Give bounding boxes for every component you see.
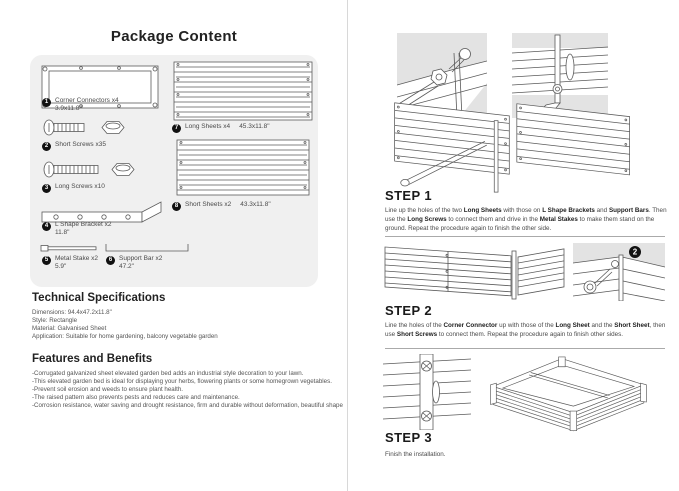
step2-title: STEP 2 (385, 303, 432, 318)
item-size: 5.9" (55, 263, 67, 270)
item-number-badge: 4 (42, 222, 51, 231)
item-label: Metal Stake x2 (55, 255, 98, 262)
technical-specifications-section (32, 292, 218, 341)
spec-line: Dimensions: 94.4x47.2x11.8" (32, 309, 112, 316)
item-size: 11.8" (55, 229, 70, 236)
feature-line: -This elevated garden bed is ideal for displaying your herbs, flowering plants or some homegrown vegetables. (32, 378, 332, 385)
pkg-item-long-sheets (172, 123, 270, 133)
pkg-item-support-bar (106, 255, 162, 271)
pkg-item-long-screws (42, 183, 105, 193)
section-heading: Technical Specifications (32, 292, 166, 304)
short-sheets-illustration (175, 139, 311, 197)
item-number-badge: 2 (42, 142, 51, 151)
page-title: Package Content (110, 28, 238, 45)
step2-main-illustration (383, 243, 568, 301)
feature-line: -Corrugated galvanized sheet elevated garden bed adds an industrial style decoration to your lawn. (32, 370, 304, 377)
pkg-item-l-shape-bracket (42, 221, 112, 237)
step1-text: Line up the holes of the two Long Sheets with those on L Shape Brackets and Support Bars. Then use the Long Screws to connect them and drive in the Metal Stakes to make them stand on the ground. Repeat the procedure again to finish the other side. (385, 207, 667, 232)
support-bar-icon (104, 243, 190, 253)
item-label: Long Screws x10 (55, 183, 105, 190)
item-size: 3.9x11.8" (55, 105, 82, 112)
item-number-badge: 8 (172, 202, 181, 211)
pkg-item-metal-stake (42, 255, 98, 271)
item-size: 45.3x11.8" (239, 123, 270, 130)
spec-line: Style: Rectangle (32, 317, 78, 324)
item-label: L Shape Bracket x2 (55, 221, 112, 228)
column-divider (347, 0, 348, 491)
step2-corner-detail-illustration (573, 243, 665, 301)
step2-text: Line the holes of the Corner Connector up with those of the Long Sheet and the Short Sheet, then use Short Screws to connect them. Repeat the procedure again to finish other sides. (385, 322, 666, 338)
step3-assembled-bed-illustration (468, 352, 673, 434)
step3-text: Finish the installation. (385, 451, 446, 458)
features-benefits-section (32, 353, 343, 410)
item-number-badge: 5 (42, 256, 51, 265)
long-screw-icon (42, 160, 162, 179)
feature-line: -The raised pattern also prevents pests and reduces care and maintenance. (32, 394, 240, 401)
pkg-item-short-sheets (172, 201, 271, 211)
step3-connector-detail-illustration (383, 354, 471, 430)
pkg-item-short-screws (42, 141, 106, 151)
item-label: Long Sheets x4 (185, 123, 231, 130)
step2-marker-badge (629, 246, 641, 258)
item-size: 43.3x11.8" (240, 201, 271, 208)
pkg-item-corner-connectors (42, 97, 119, 113)
feature-line: -Corrosion resistance, water saving and drought resistance, firm and durable without deformation, beautiful shape (32, 402, 343, 409)
item-label: Support Bar x2 (119, 255, 163, 262)
item-label: Short Sheets x2 (185, 201, 232, 208)
step1-title: STEP 1 (385, 188, 432, 203)
step-divider (385, 348, 665, 349)
item-label: Corner Connectors x4 (55, 97, 119, 104)
item-size: 47.2" (119, 263, 134, 270)
hex-nut-icon (102, 122, 124, 134)
section-heading: Features and Benefits (32, 353, 153, 365)
item-number-badge: 6 (106, 256, 115, 265)
step1-main-illustration (383, 100, 645, 194)
metal-stake-icon (40, 244, 98, 253)
step-divider (385, 236, 665, 237)
short-screw-icon (42, 118, 150, 137)
long-sheets-illustration (172, 61, 314, 122)
spec-line: Application: Suitable for home gardening, balcony vegetable garden (32, 333, 218, 340)
spec-line: Material: Galvanised Sheet (32, 325, 107, 332)
item-number-badge: 3 (42, 184, 51, 193)
item-label: Short Screws x35 (55, 141, 106, 148)
step3-title: STEP 3 (385, 430, 432, 445)
item-number-badge: 1 (42, 98, 51, 107)
svg-text:2: 2 (632, 247, 638, 257)
feature-line: -Prevent soil erosion and weeds to ensure plant health. (32, 386, 183, 393)
package-content-box (30, 55, 318, 287)
hex-nut-icon (112, 164, 134, 176)
item-number-badge: 7 (172, 124, 181, 133)
